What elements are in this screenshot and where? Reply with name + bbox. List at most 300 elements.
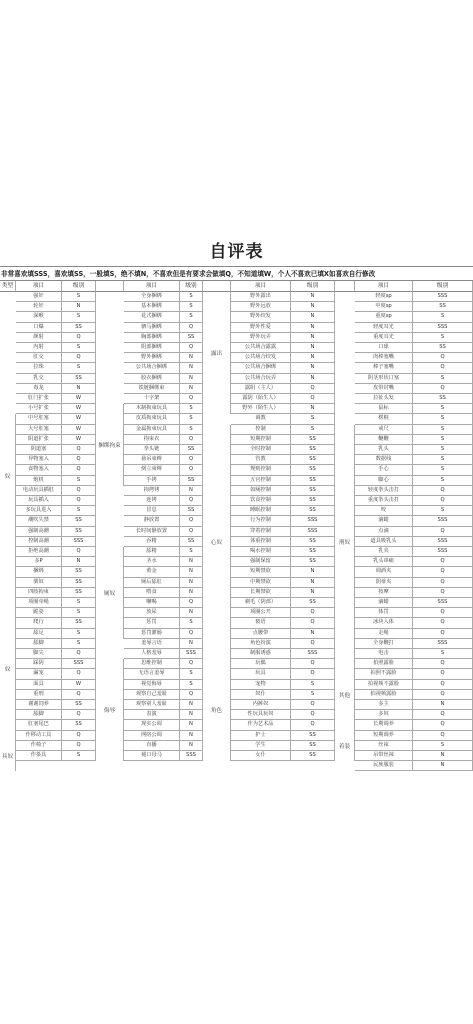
item-name: 喂食 [124,588,180,598]
item-level: N [180,741,203,751]
item-name: 拉扯头发 [355,394,413,404]
item-level: S [291,425,335,435]
item-name: 露阴（陌生人） [231,394,291,404]
header-type-2 [203,281,231,292]
item-name: 饮食控制 [231,496,291,506]
item-level: S [180,312,203,322]
item-level: SS [180,506,203,516]
header-level-0: 级别 [62,281,96,292]
rating-legend: 非常喜欢填SSS，喜欢填SS，一般填S，绝不填N，不喜欢但是有要求会做填Q，不知道填W，个人不喜欢已填X如喜欢自行修改 [0,266,473,281]
item-level: N [62,384,96,394]
item-name: 玩具插入 [16,496,62,506]
item-level: SS [62,720,96,730]
item-name: 强制保留 [231,557,291,567]
item-name: 道具吸乳头 [355,537,413,547]
item-level: S [413,476,473,486]
item-level: S [413,445,473,455]
item-level: SS [62,578,96,588]
item-level: Q [291,659,335,669]
item-name: 重度拳头击打 [355,496,413,506]
item-level: Q [291,669,335,679]
item-level: Q [62,445,96,455]
item-level: S [413,649,473,659]
item-level: SS [291,557,335,567]
item-name: 金属拘束玩具 [124,425,180,435]
item-name: 肛塞尾巴 [16,720,62,730]
item-level: W [62,680,96,690]
item-level: SS [180,333,203,343]
item-level: Q [413,659,473,669]
item-level: SSS [62,537,96,547]
item-level: SS [62,374,96,384]
item-level: SSS [413,639,473,649]
item-name: 五官控制 [231,476,291,486]
header-level-1: 级别 [180,281,203,292]
item-level: N [291,567,335,577]
item-level: SS [291,598,335,608]
item-level: Q [413,588,473,598]
item-name: 公共场合玩弄 [231,374,291,384]
item-name: 中期禁欲 [231,578,291,588]
item-level: Q [413,557,473,567]
item-name: 皮带封嘴 [355,384,413,394]
item-name: 内射 [16,343,62,353]
item-level: S [180,302,203,312]
item-level: Q [413,496,473,506]
item-name: 控制高潮 [16,537,62,547]
item-name: 炮机 [16,476,62,486]
item-name: 体罚 [355,608,413,618]
item-level: SS [291,455,335,465]
item-level: SSS [62,659,96,669]
item-level: N [413,751,473,761]
item-level: W [62,425,96,435]
item-name: 拘束衣 [124,435,180,445]
category-label: 具奴 [0,741,16,772]
item-name: 调教 [231,414,291,424]
item-level: SS [62,323,96,333]
item-level: SS [291,547,335,557]
item-level: N [180,710,203,720]
item-name: 强奸 [16,292,62,302]
item-name: 按摩 [355,588,413,598]
item-level: N [291,374,335,384]
item-name: 拍视频不露脸 [355,680,413,690]
item-level: Q [180,629,203,639]
item-name: 皮质拘束玩具 [124,414,180,424]
item-name: 手铐 [124,476,180,486]
item-name: 观察别人羞耻 [124,700,180,710]
item-name: 走绳 [355,629,413,639]
item-level: N [291,629,335,639]
item-level: Q [62,731,96,741]
item-name: 剃毛（阴部） [231,598,291,608]
item-name: 轻度sp [355,292,413,302]
item-level: N [180,700,203,710]
item-level: N [291,302,335,312]
item-name: 毒龙 [16,384,62,394]
item-name: 基本捆绑 [124,302,180,312]
item-level: SSS [413,598,473,608]
item-name: 异物塞入 [16,455,62,465]
item-name: 羞辱言语 [124,639,180,649]
item-name: 人格羞辱 [124,649,180,659]
header-level-2: 级别 [291,281,335,292]
item-level: N [291,292,335,302]
item-level: S [62,751,96,761]
item-level: SS [291,496,335,506]
item-name: 鞭鞭 [355,435,413,445]
item-name: 规则控制 [231,465,291,475]
item-name: 性玩具玩奴 [231,710,291,720]
item-level: N [291,323,335,333]
item-level: Q [62,710,96,720]
item-name: 轻度拳头击打 [355,486,413,496]
item-name: 拍视频露脸 [355,690,413,700]
item-name: 轮奸 [16,302,62,312]
item-name: 阴蒂夹 [355,578,413,588]
item-name: 电动玩具插肛 [16,486,62,496]
item-name: 乳夹 [355,547,413,557]
item-level: Q [413,690,473,700]
item-level: S [291,690,335,700]
item-level: S [413,455,473,465]
item-name: 无语言羞辱 [124,669,180,679]
item-level: SSS [291,527,335,537]
item-name: 手心 [355,465,413,475]
item-level: Q [180,690,203,700]
item-name: 玩偶 [231,659,291,669]
item-level: Q [413,567,473,577]
item-name: 丝袜 [355,741,413,751]
item-level: Q [62,649,96,659]
item-level: Q [180,516,203,526]
item-level: Q [413,384,473,394]
category-label: 着装 [335,731,355,762]
item-level: SS [291,731,335,741]
item-level: S [62,476,96,486]
item-level: S [180,292,203,302]
item-level: N [291,343,335,353]
header-type-1 [96,281,124,292]
item-name: 口球 [355,343,413,353]
item-level: Q [291,700,335,710]
item-name: 连铐 [124,496,180,506]
item-level: SSS [413,323,473,333]
item-name: 花式捆绑 [124,312,180,322]
header-item-0: 项目 [16,281,62,292]
item-level: N [180,567,203,577]
item-level: S [62,629,96,639]
item-name: 滴蜡 [355,516,413,526]
header-item-2: 项目 [231,281,291,292]
item-level: Q [413,608,473,618]
item-name: 舔脚 [16,639,62,649]
item-level: Q [180,394,203,404]
item-level: SS [291,506,335,516]
item-level: S [291,414,335,424]
item-level: Q [180,598,203,608]
item-name: 管教 [231,455,291,465]
item-name: 嘲喝 [124,598,180,608]
item-level: SS [291,486,335,496]
item-name: 学生 [231,741,291,751]
item-name: 拉珠 [16,363,62,373]
item-level: SS [291,751,335,761]
item-name: 表演 [124,710,180,720]
table-header [0,281,473,292]
item-name: 作移动工具 [16,731,62,741]
item-level: N [180,353,203,363]
item-level: SS [62,567,96,577]
item-level: SS [291,476,335,486]
item-name: 玩具 [231,669,291,679]
header-type-0: 类型 [0,281,16,292]
item-name: 点滴 [355,527,413,537]
item-name: 静放置 [124,516,180,526]
item-name: 拍照露脸 [355,659,413,669]
item-level: N [413,761,473,771]
item-level: SS [413,302,473,312]
item-name: 野外远放 [231,302,291,312]
item-name: 胸部捆绑 [124,333,180,343]
item-level: N [291,404,335,414]
item-level: Q [413,353,473,363]
item-level: N [291,312,335,322]
item-name: 舔足 [16,629,62,639]
item-name: 冰块入体 [355,618,413,628]
item-name: 拳头链 [124,445,180,455]
item-name: 潮吹失禁 [16,516,62,526]
item-name: 阴道塞 [16,445,62,455]
category-label: 刑奴 [335,425,355,660]
item-name: 口爆 [16,323,62,333]
item-name: 胶衣捆绑 [124,374,180,384]
item-name: 长时间静放置 [124,527,180,537]
item-level: Q [291,394,335,404]
item-name: 调酒夹 [355,567,413,577]
item-level: N [180,588,203,598]
item-name: 小号扩张 [16,404,62,414]
item-level: Q [413,527,473,537]
item-name: 制服诱惑 [231,649,291,659]
item-name: 直播 [124,741,180,751]
item-name: 作椅子 [16,741,62,751]
item-name: 肉棒塞嘴 [355,353,413,363]
item-level: SS [180,476,203,486]
item-name: 铁链捆绑束 [124,384,180,394]
item-name: 厕后舔肛 [124,578,180,588]
item-name: 民族服装 [355,761,413,771]
category-label [0,537,16,598]
item-name: 驯奴 [16,578,62,588]
item-name: 面具 [16,680,62,690]
item-level: S [62,343,96,353]
category-label: 心奴 [203,425,231,660]
item-level: S [413,414,473,424]
item-level: SS [291,445,335,455]
item-name: 公共场合露露 [231,343,291,353]
item-name: 亵语 [231,618,291,628]
item-level: SS [180,445,203,455]
item-level: Q [413,486,473,496]
item-level: SS [180,537,203,547]
item-name: 捆绑 [16,567,62,577]
item-name: 强制高潮 [16,527,62,537]
item-level: Q [180,323,203,333]
item-name: 穿着控制 [231,527,291,537]
item-level: Q [62,496,96,506]
item-name: 棒子塞嘴 [355,363,413,373]
item-name: 数据线 [355,455,413,465]
item-level: S [413,404,473,414]
item-name: 乳头 [355,445,413,455]
item-level: SSS [413,292,473,302]
item-level: Q [413,680,473,690]
item-name: 控制 [231,425,291,435]
item-level: Q [413,710,473,720]
item-name: 网络公调 [124,731,180,741]
item-name: 长期禁欲 [231,588,291,598]
item-name: 漏宠 [16,669,62,679]
item-name: 乳交 [16,374,62,384]
item-name: 思维控制 [124,659,180,669]
item-name: 乳头串痛 [355,557,413,567]
item-level: N [291,578,335,588]
item-name: 倒立束缚 [124,465,180,475]
item-level: N [62,557,96,567]
item-level: SS [413,343,473,353]
item-name: 多P [16,557,62,567]
item-level: W [62,394,96,404]
item-level: Q [180,455,203,465]
item-name: 睡眠控制 [231,506,291,516]
item-level: S [62,598,96,608]
item-name: 野外（陌生人） [231,404,291,414]
item-name: 现实公调 [124,720,180,730]
item-name: 跪姿 [16,608,62,618]
item-name: 公共场合捆绑 [231,363,291,373]
item-level: SS [62,516,96,526]
item-level: N [180,486,203,496]
item-name: 短期调养 [355,731,413,741]
item-level: SS [413,394,473,404]
item-name: 电击 [355,649,413,659]
item-name: 脚尖 [16,649,62,659]
item-level: S [413,465,473,475]
item-name: 多主 [355,700,413,710]
item-name: 奴仆 [231,690,291,700]
item-name: 舔脚 [16,710,62,720]
item-name: 拒绝高潮 [16,547,62,557]
item-name: 惩罚灌肠 [124,629,180,639]
item-name: 野外玩弄 [231,333,291,343]
item-name: 大号肛塞 [16,425,62,435]
item-level: S [413,425,473,435]
item-level: Q [62,741,96,751]
item-name: 谢谢饲养 [16,700,62,710]
category-label: 侮辱 [96,659,124,761]
item-level: Q [413,363,473,373]
item-level: Q [291,710,335,720]
item-name: 滴蜡 [355,598,413,608]
item-level: S [180,414,203,424]
item-level: Q [180,435,203,445]
item-name: 视觉侮辱 [124,680,180,690]
item-name: 圣水 [124,557,180,567]
item-name: 脚心 [355,476,413,486]
item-level: N [62,302,96,312]
item-level: N [413,700,473,710]
item-level: Q [291,639,335,649]
item-level: S [62,639,96,649]
item-name: 露阴（主人） [231,384,291,394]
item-name: 女仆 [231,751,291,761]
item-name: 宠物 [231,680,291,690]
item-level: N [180,557,203,567]
item-name: 舔精 [124,547,180,557]
item-name: 观察自己羞耻 [124,690,180,700]
item-name: 四肢拘束 [16,588,62,598]
item-level: S [62,506,96,516]
item-level: S [180,680,203,690]
item-name: 戒尺 [355,425,413,435]
header-level-3: 级别 [413,281,473,292]
item-level: Q [62,547,96,557]
item-level: W [62,414,96,424]
item-level: SSS [291,516,335,526]
item-name: 悬吊束缚 [124,455,180,465]
category-label: 厕奴 [96,547,124,639]
item-level: SSS [413,547,473,557]
item-name: 吞精 [124,537,180,547]
header-item-3: 项目 [355,281,413,292]
item-name: 驷马捆绑 [124,323,180,333]
item-name: 鼠标 [355,404,413,414]
item-level: Q [413,720,473,730]
item-level: S [413,333,473,343]
item-level: N [180,639,203,649]
item-level: Q [180,343,203,353]
item-level: SSS [180,649,203,659]
item-name: 拘拷铐 [124,486,180,496]
item-name: 如厕控制 [231,486,291,496]
item-name: 阴茎形状口塞 [355,374,413,384]
item-name: 吊带丝袜 [355,751,413,761]
item-name: 护士 [231,731,291,741]
item-level: SSS [291,649,335,659]
item-level: Q [62,333,96,343]
item-level: Q [62,465,96,475]
item-name: 喝水控制 [231,547,291,557]
item-level: S [180,618,203,628]
item-level: W [62,404,96,414]
item-name: 重刑 [16,690,62,700]
item-level: Q [180,527,203,537]
item-name: 褪口母马 [124,751,180,761]
item-level: N [180,578,203,588]
item-name: 冒息 [124,506,180,516]
item-name: 黄金 [124,567,180,577]
item-level: N [180,720,203,730]
item-level: N [291,588,335,598]
category-label: 其他 [335,659,355,730]
item-name: 角色扮演 [231,639,291,649]
item-level: SS [291,741,335,751]
item-level: S [413,506,473,516]
item-level: Q [180,465,203,475]
item-name: 重度sp [355,312,413,322]
